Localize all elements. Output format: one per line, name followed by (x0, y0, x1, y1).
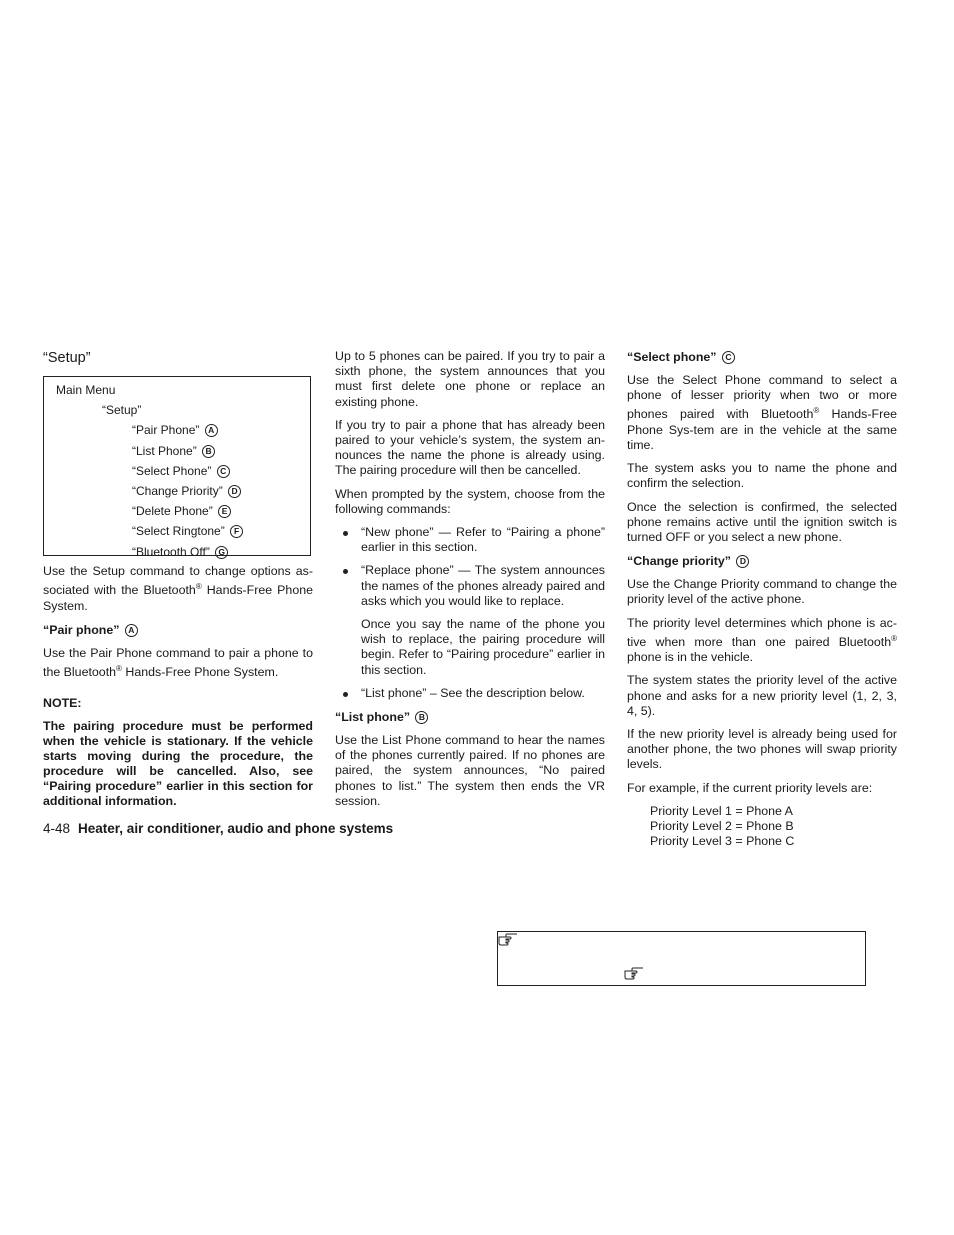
menu-item-pair-phone: “Pair Phone” A (44, 420, 310, 440)
select-phone-heading: “Select phone” C (627, 349, 897, 365)
bullet-icon (343, 569, 348, 574)
list-phone-text: Use the List Phone command to hear the names of the phones currently paired. If no phones are paired, the system announces, “No paired phones to list.” The system then ends the VR session. (335, 733, 605, 808)
column-3 (627, 349, 897, 849)
bullet-icon (343, 531, 348, 536)
badge-c: C (722, 351, 735, 364)
menu-root: Main Menu (56, 383, 116, 397)
change-priority-p3: The system states the priority level of the active phone and asks for a new priority level (1, 2, 3, 4, 5). (627, 673, 897, 718)
pair-phone-text: Use the Pair Phone command to pair a phone to the Bluetooth® Hands-Free Phone System. (43, 645, 313, 680)
list-item: “List phone” – See the description below. (335, 686, 605, 701)
change-priority-p1: Use the Change Priority command to change the priority level of the active phone. (627, 577, 897, 607)
menu-item-select-ringtone: “Select Ringtone” F (44, 521, 310, 541)
setup-menu-box (43, 376, 311, 559)
badge-d: D (228, 485, 241, 498)
note-text: The pairing procedure must be performed when the vehicle is stationary. If the vehicle starts moving during the procedure, the procedure will be cancelled. Also, see “Pairing procedure” earlier in this section for additional information. (43, 719, 313, 809)
setup-intro: Use the Setup command to change options as-sociated with the Bluetooth® Hands-Free Phone System. (43, 564, 313, 613)
priority-levels (627, 804, 897, 849)
page-footer (43, 820, 393, 837)
list-phone-heading: “List phone” B (335, 709, 605, 725)
change-priority-p2: The priority level determines which phone is ac-tive when more than one paired Bluetooth® phone is in the vehicle. (627, 615, 897, 665)
list-item: “Replace phone” — The system announces the names of the phones already paired and asks which you would like to replace. (335, 563, 605, 609)
priority-level-row: Priority Level 2 = Phone B (650, 818, 794, 833)
chapter-title: Heater, air conditioner, audio and phone systems (78, 821, 394, 836)
priority-level-row: Priority Level 1 = Phone A (650, 803, 793, 818)
paragraph-commands-intro: When prompted by the system, choose from the following commands: (335, 486, 605, 516)
menu-item-bluetooth-off: “Bluetooth Off” G (44, 542, 310, 562)
badge-a: A (205, 424, 218, 437)
paragraph-pair-limit: Up to 5 phones can be paired. If you try to pair a sixth phone, the system announces that you must first delete one phone or replace an existing phone. (335, 349, 605, 409)
menu-setup: “Setup” (102, 403, 142, 418)
badge-f: F (230, 525, 243, 538)
badge-g: G (215, 546, 228, 559)
pair-phone-heading: “Pair phone” A (43, 622, 313, 638)
command-list-2 (335, 686, 605, 701)
menu-item-delete-phone: “Delete Phone” E (44, 501, 310, 521)
bullet-icon (343, 692, 348, 697)
note-label: NOTE: (43, 696, 82, 711)
menu-item-list-phone: “List Phone” B (44, 441, 310, 461)
list-item: “New phone” — Refer to “Pairing a phone” earlier in this section. (335, 525, 605, 555)
badge-d: D (736, 555, 749, 568)
replace-continuation: Once you say the name of the phone you wish to replace, the pairing procedure will begin. Refer to “Pairing procedure” earlier in this section. (361, 617, 605, 677)
paragraph-already-paired: If you try to pair a phone that has already been paired to your vehicle’s system, the system an-nounces the name the phone is already using. The pairing procedure will then be cancelled. (335, 417, 605, 478)
column-1 (43, 349, 313, 809)
badge-b: B (415, 711, 428, 724)
command-list (335, 525, 605, 609)
pointing-hand-icon (498, 932, 518, 946)
badge-c: C (217, 465, 230, 478)
pointing-hand-icon (624, 966, 644, 980)
select-phone-p2: The system asks you to name the phone and confirm the selection. (627, 461, 897, 491)
priority-level-row: Priority Level 3 = Phone C (650, 833, 795, 848)
menu-item-change-priority: “Change Priority” D (44, 481, 310, 501)
change-priority-p4: If the new priority level is already being used for another phone, the two phones will swap priority levels. (627, 726, 897, 772)
column-2 (335, 349, 605, 817)
change-priority-p5: For example, if the current priority levels are: (627, 780, 873, 795)
select-phone-p3: Once the selection is confirmed, the selected phone remains active until the ignition switch is turned OFF or you select a new phone. (627, 499, 897, 544)
badge-a: A (125, 624, 138, 637)
page-number: 4-48 (43, 821, 71, 836)
index-box (497, 931, 866, 986)
badge-e: E (218, 505, 231, 518)
menu-item-select-phone: “Select Phone” C (44, 461, 310, 481)
section-title-setup: “Setup” (43, 350, 91, 366)
select-phone-p1: Use the Select Phone command to select a phone of lesser priority when two or more phones paired with Bluetooth® Hands-Free Phone Sys-tem are in the vehicle at the same time. (627, 373, 897, 452)
change-priority-heading: “Change priority” D (627, 553, 897, 569)
badge-b: B (202, 445, 215, 458)
